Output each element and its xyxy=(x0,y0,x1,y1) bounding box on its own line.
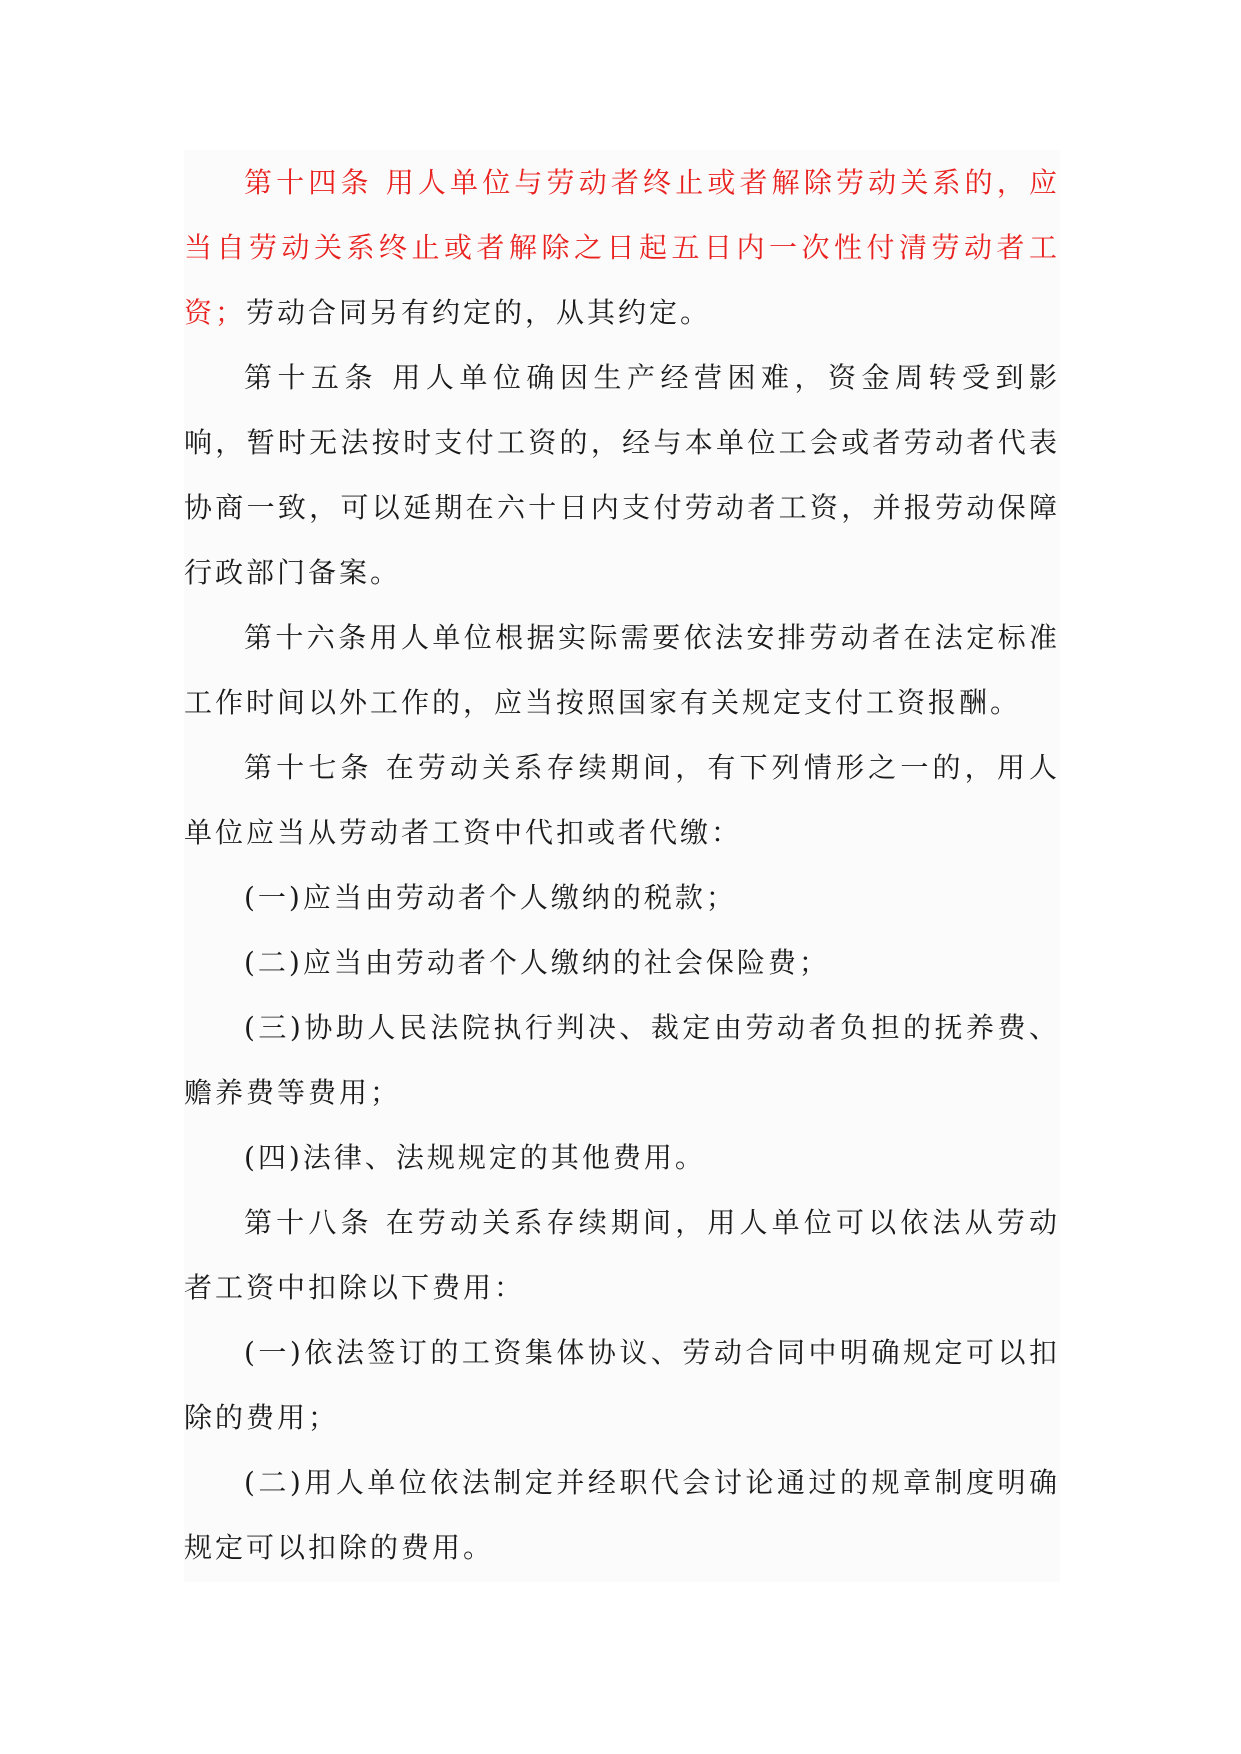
article-16-paragraph: 第十六条用人单位根据实际需要依法安排劳动者在法定标准工作时间以外工作的，应当按照国家有关规定支付工资报酬。 xyxy=(184,621,1060,719)
article-17-item-2: (二)应当由劳动者个人缴纳的社会保险费； xyxy=(244,946,830,979)
article-18-item-2: (二)用人单位依法制定并经职代会讨论通过的规章制度明确规定可以扣除的费用。 xyxy=(184,1466,1060,1564)
article-14-text: 劳动合同另有约定的，从其约定。 xyxy=(246,296,712,329)
article-15-paragraph: 第十五条 用人单位确因生产经营困难，资金周转受到影响，暂时无法按时支付工资的，经与本单位工会或者劳动者代表协商一致，可以延期在六十日内支付劳动者工资，并报劳动保障行政部门备案。 xyxy=(184,361,1060,589)
article-14-highlighted-text: 第十四条 用人单位与劳动者终止或者解除劳动关系的，应当自劳动关系终止或者解除之日起五日内一次性付清劳动者工资； xyxy=(184,166,1060,329)
article-18-item-1: (一)依法签订的工资集体协议、劳动合同中明确规定可以扣除的费用； xyxy=(184,1336,1060,1434)
article-17-item-1: (一)应当由劳动者个人缴纳的税款； xyxy=(244,881,737,914)
article-14-paragraph xyxy=(184,150,1060,345)
article-18-paragraph: 第十八条 在劳动关系存续期间，用人单位可以依法从劳动者工资中扣除以下费用： xyxy=(184,1206,1060,1304)
document-text-block xyxy=(184,150,1060,1582)
article-17-item-3: (三)协助人民法院执行判决、裁定由劳动者负担的抚养费、赡养费等费用； xyxy=(184,1011,1060,1109)
article-17-item-4: (四)法律、法规规定的其他费用。 xyxy=(244,1141,706,1174)
article-17-paragraph: 第十七条 在劳动关系存续期间，有下列情形之一的，用人单位应当从劳动者工资中代扣或者代缴： xyxy=(184,751,1060,849)
